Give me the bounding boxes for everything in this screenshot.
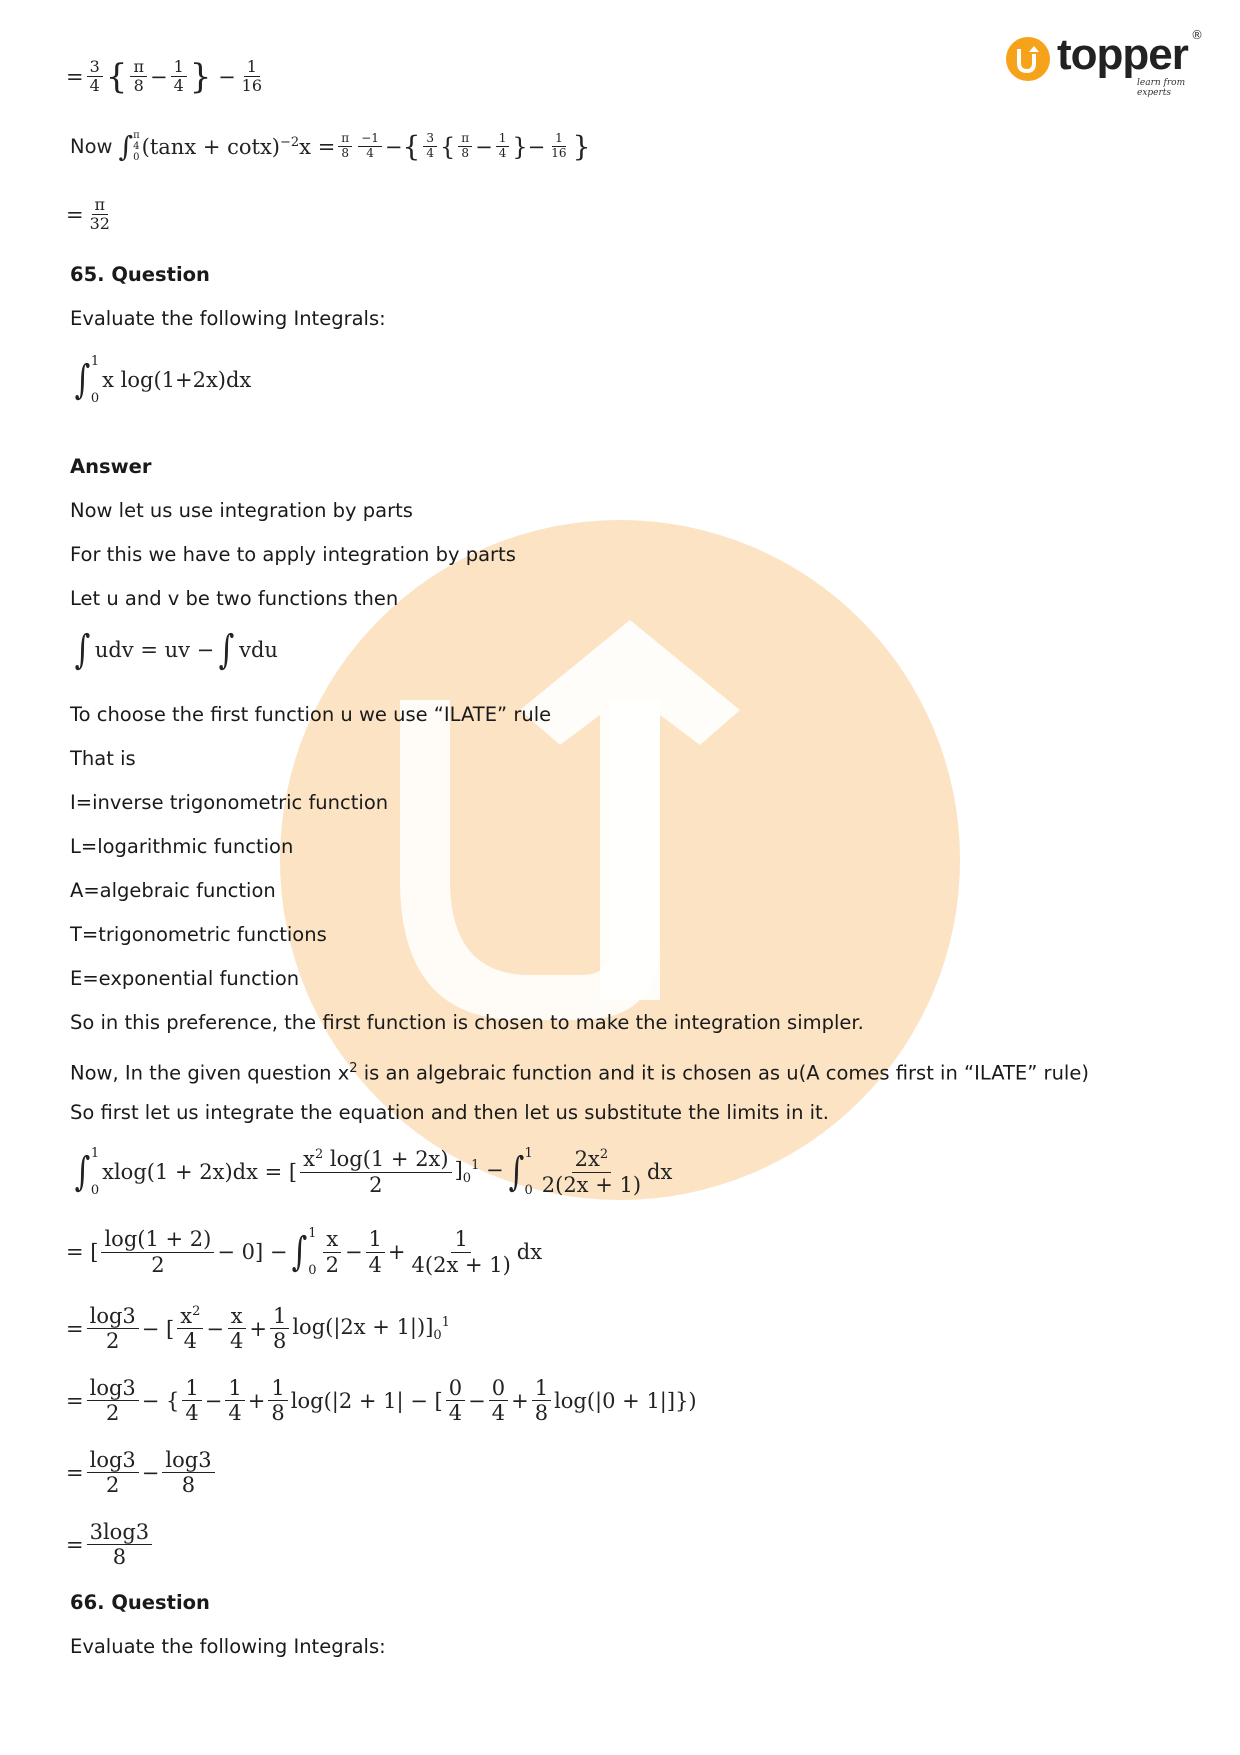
integration-by-parts-formula: ∫ udv = uv − ∫ vdu [74,627,278,673]
eq1-text [0,0,1,1]
question-65-prompt: Evaluate the following Integrals: [70,307,386,330]
answer-paragraph-11: So in this preference, the first function is chosen to make the integration simpler. [70,1011,864,1034]
question-66-prompt: Evaluate the following Integrals: [70,1635,386,1658]
ilate-item-t: T=trigonometric functions [70,923,327,946]
solution-step-3: = $\frac{\log 3}{2}$ − [ $\frac{x^2}{4}$ − $\frac{x}{4}$ + $\frac{1}{8}$ $\log(|2x + 1|)]_0^1$ [66,1304,450,1354]
ilate-item-l: L=logarithmic function [70,835,294,858]
answer-paragraph-4: To choose the first function u we use “ILATE” rule [70,703,552,726]
solution-step-4: = $\frac{\log 3}{2}$ − { $\frac{1}{4}$ − $\frac{1}{4}$ + $\frac{1}{8}$ log(|2 + 1| − [ $\frac{0}{4}$ − $\frac{0}{4}$ + $\frac{1}{8}$ log(|0 + 1|]}) [66,1376,697,1426]
answer-paragraph-12 [70,1056,1089,1087]
solution-step-6: = $\frac{3\log 3}{8}$ [66,1520,155,1569]
solution-step-2: = [ $\frac{\log(1 + 2)}{2}$ − 0] − ∫ 1 0 $\frac{x}{2}$ − $\frac{1}{4}$ + $\frac{1}{4(2x + 1)}$ dx [66,1226,543,1278]
solution-step-1: ∫ 1 0 xlog(1 + 2x)dx = [ $\frac{x^2 \log(1 + 2x)}{2}$ ]$_0^1$ − ∫ 1 0 $\frac{2x^2}{2(2x + 1)}$ dx [74,1146,673,1198]
ilate-item-i: I=inverse trigonometric function [70,791,389,814]
paragraph-12-superscript: 2 [349,1061,358,1076]
ilate-item-e: E=exponential function [70,967,300,990]
answer-paragraph-1: Now let us use integration by parts [70,499,413,522]
paragraph-12-part-b: is an algebraic function and it is chosen as u(A comes first in “ILATE” rule) [357,1061,1089,1085]
equation-line-1: = $\frac{3}{4}$ { $\frac{\pi}{8}$ − $\frac{1}{4}$ } − $\frac{1}{16}$ [66,56,263,97]
paragraph-12-part-a: Now, In the given question x [70,1061,350,1085]
logo-u-icon [1005,36,1051,82]
logo-wordmark: topper [1057,30,1188,79]
answer-heading: Answer [70,455,152,478]
answer-paragraph-2: For this we have to apply integration by parts [70,543,516,566]
equation-line-2: Now ∫ π 4 0 $(\tan x + \cot x)^{-2}x$ = $\frac{\pi}{8}$ $\frac{-1}{4}$ − { $\frac{3}{4}$ { $\frac{\pi}{8}$ − $\frac{1}{4}$ } − $\frac{1}{16}$ } [70,129,591,163]
answer-paragraph-13: So first let us integrate the equation and then let us substitute the limits in it. [70,1101,829,1124]
math-text-mirror [0,0,1,1]
equation-prefix: Now [70,135,113,158]
question-65-integral: ∫ 1 0 x log(1+2x)dx [74,354,252,406]
ilate-item-a: A=algebraic function [70,879,276,902]
logo-tagline: learn from experts [1137,78,1186,98]
question-65-heading: 65. Question [70,263,210,286]
question-66-heading: 66. Question [70,1591,210,1614]
solution-step-5: = $\frac{\log 3}{2}$ − $\frac{\log 3}{8}$ [66,1448,218,1497]
logo-registered-mark: ® [1191,28,1203,42]
brand-logo [1005,28,1205,98]
equation-line-3: = $\frac{\pi}{32}$ [66,195,110,234]
answer-paragraph-5: That is [70,747,136,770]
answer-paragraph-3: Let u and v be two functions then [70,587,399,610]
